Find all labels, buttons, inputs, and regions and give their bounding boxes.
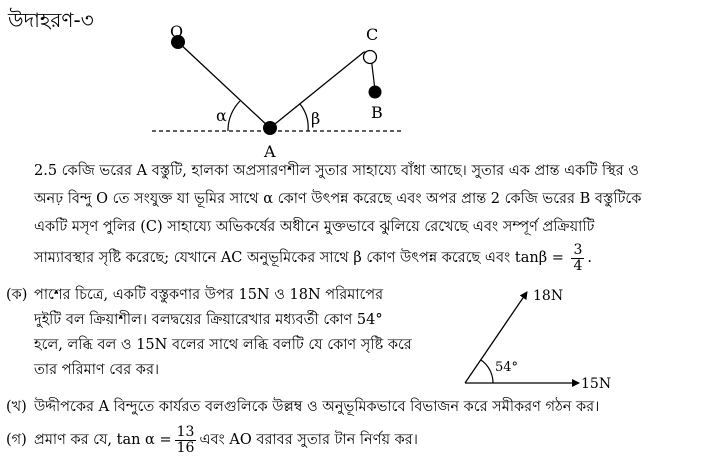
tan-alpha-numerator: 13	[176, 424, 195, 440]
question-kha	[6, 395, 706, 420]
angle-arc	[481, 360, 493, 383]
question-ka-body	[34, 283, 418, 383]
question-ka-line-4: তার পরিমাণ বের কর।	[34, 362, 160, 378]
paragraph-line-1: 2.5 কেজি ভরের A বস্তুটি, হালকা অপ্রসারণশীল সুতার সাহায্যে বাঁধা আছে। সুতার এক প্রান্ত একটি স্থির ও	[34, 163, 639, 179]
label-O: O	[170, 22, 184, 41]
label-alpha: α	[216, 106, 227, 125]
question-ka-line-3: হলে, লব্ধি বল ও 15N বলের সাথে লব্ধি বলটি যে কোণ সৃষ্টি করে	[34, 337, 412, 353]
paragraph-line-4-text: সাম্যাবস্থার সৃষ্টি করেছে; যেখানে AC অনুভূমিকের সাথে β কোণ উৎপন্ন করেছে এবং tanβ =	[34, 250, 564, 266]
label-18N: 18N	[533, 288, 564, 304]
problem-paragraph	[34, 157, 698, 275]
tan-beta-numerator: 3	[573, 241, 583, 258]
mass-B	[369, 86, 382, 99]
question-ka-line-1: পাশের চিত্রে, একটি বস্তুকণার উপর 15N ও 18N পরিমাপের	[34, 287, 384, 303]
paragraph-line-2: অনঢ় বিন্দু O তে সংযুক্ত যা ভূমির সাথে α কোণ উৎপন্ন করেছে এবং অপর প্রান্ত 2 কেজি ভরের B বস্তুটিকে	[34, 191, 642, 207]
tan-alpha-fraction	[175, 425, 197, 456]
question-kha-label: (খ)	[6, 399, 27, 415]
question-ga-prefix: প্রমাণ কর যে, tan α =	[34, 432, 172, 448]
question-ga-suffix: এবং AO বরাবর সুতার টান নির্ণয় কর।	[199, 432, 418, 448]
mass-A	[263, 121, 277, 135]
label-15N: 15N	[581, 376, 612, 392]
label-C: C	[366, 25, 379, 44]
tan-beta-denominator: 4	[573, 257, 583, 274]
alpha-arc	[228, 101, 240, 131]
example-heading: উদাহরণ-৩	[8, 8, 94, 32]
label-B: B	[371, 103, 383, 122]
question-ka-label: (ক)	[6, 287, 28, 303]
question-kha-text: উদ্দীপকের A বিন্দুতে কার্যরত বলগুলিকে উল্লম্ব ও অনুভূমিকভাবে বিভাজন করে সমীকরণ গঠন কর।	[34, 399, 600, 415]
label-54-degree: 54°	[495, 360, 519, 375]
tan-alpha-denominator: 16	[176, 440, 195, 456]
question-ka	[6, 283, 418, 383]
pulley-diagram	[140, 20, 420, 162]
question-ka-line-2: দুইটি বল ক্রিয়াশীল। বলদ্বয়ের ক্রিয়ারেখার মধ্যবর্তী কোণ 54°	[34, 312, 383, 328]
tan-beta-fraction	[571, 243, 584, 274]
force-vector-diagram	[455, 282, 615, 394]
question-ga	[6, 425, 418, 456]
paragraph-line-3: একটি মসৃণ পুলির (C) সাহায্যে অভিকর্ষের অধীনে মুক্তভাবে ঝুলিয়ে রেখেছে এবং সম্পূর্ণ প্রক্রিয়াটি	[34, 219, 595, 235]
pulley-C	[364, 51, 377, 64]
beta-arc	[300, 104, 308, 131]
paragraph-line-4	[34, 241, 698, 275]
question-ga-label: (গ)	[6, 432, 27, 448]
label-A: A	[264, 142, 276, 161]
label-beta: β	[311, 109, 321, 128]
paragraph-end: .	[587, 250, 592, 266]
